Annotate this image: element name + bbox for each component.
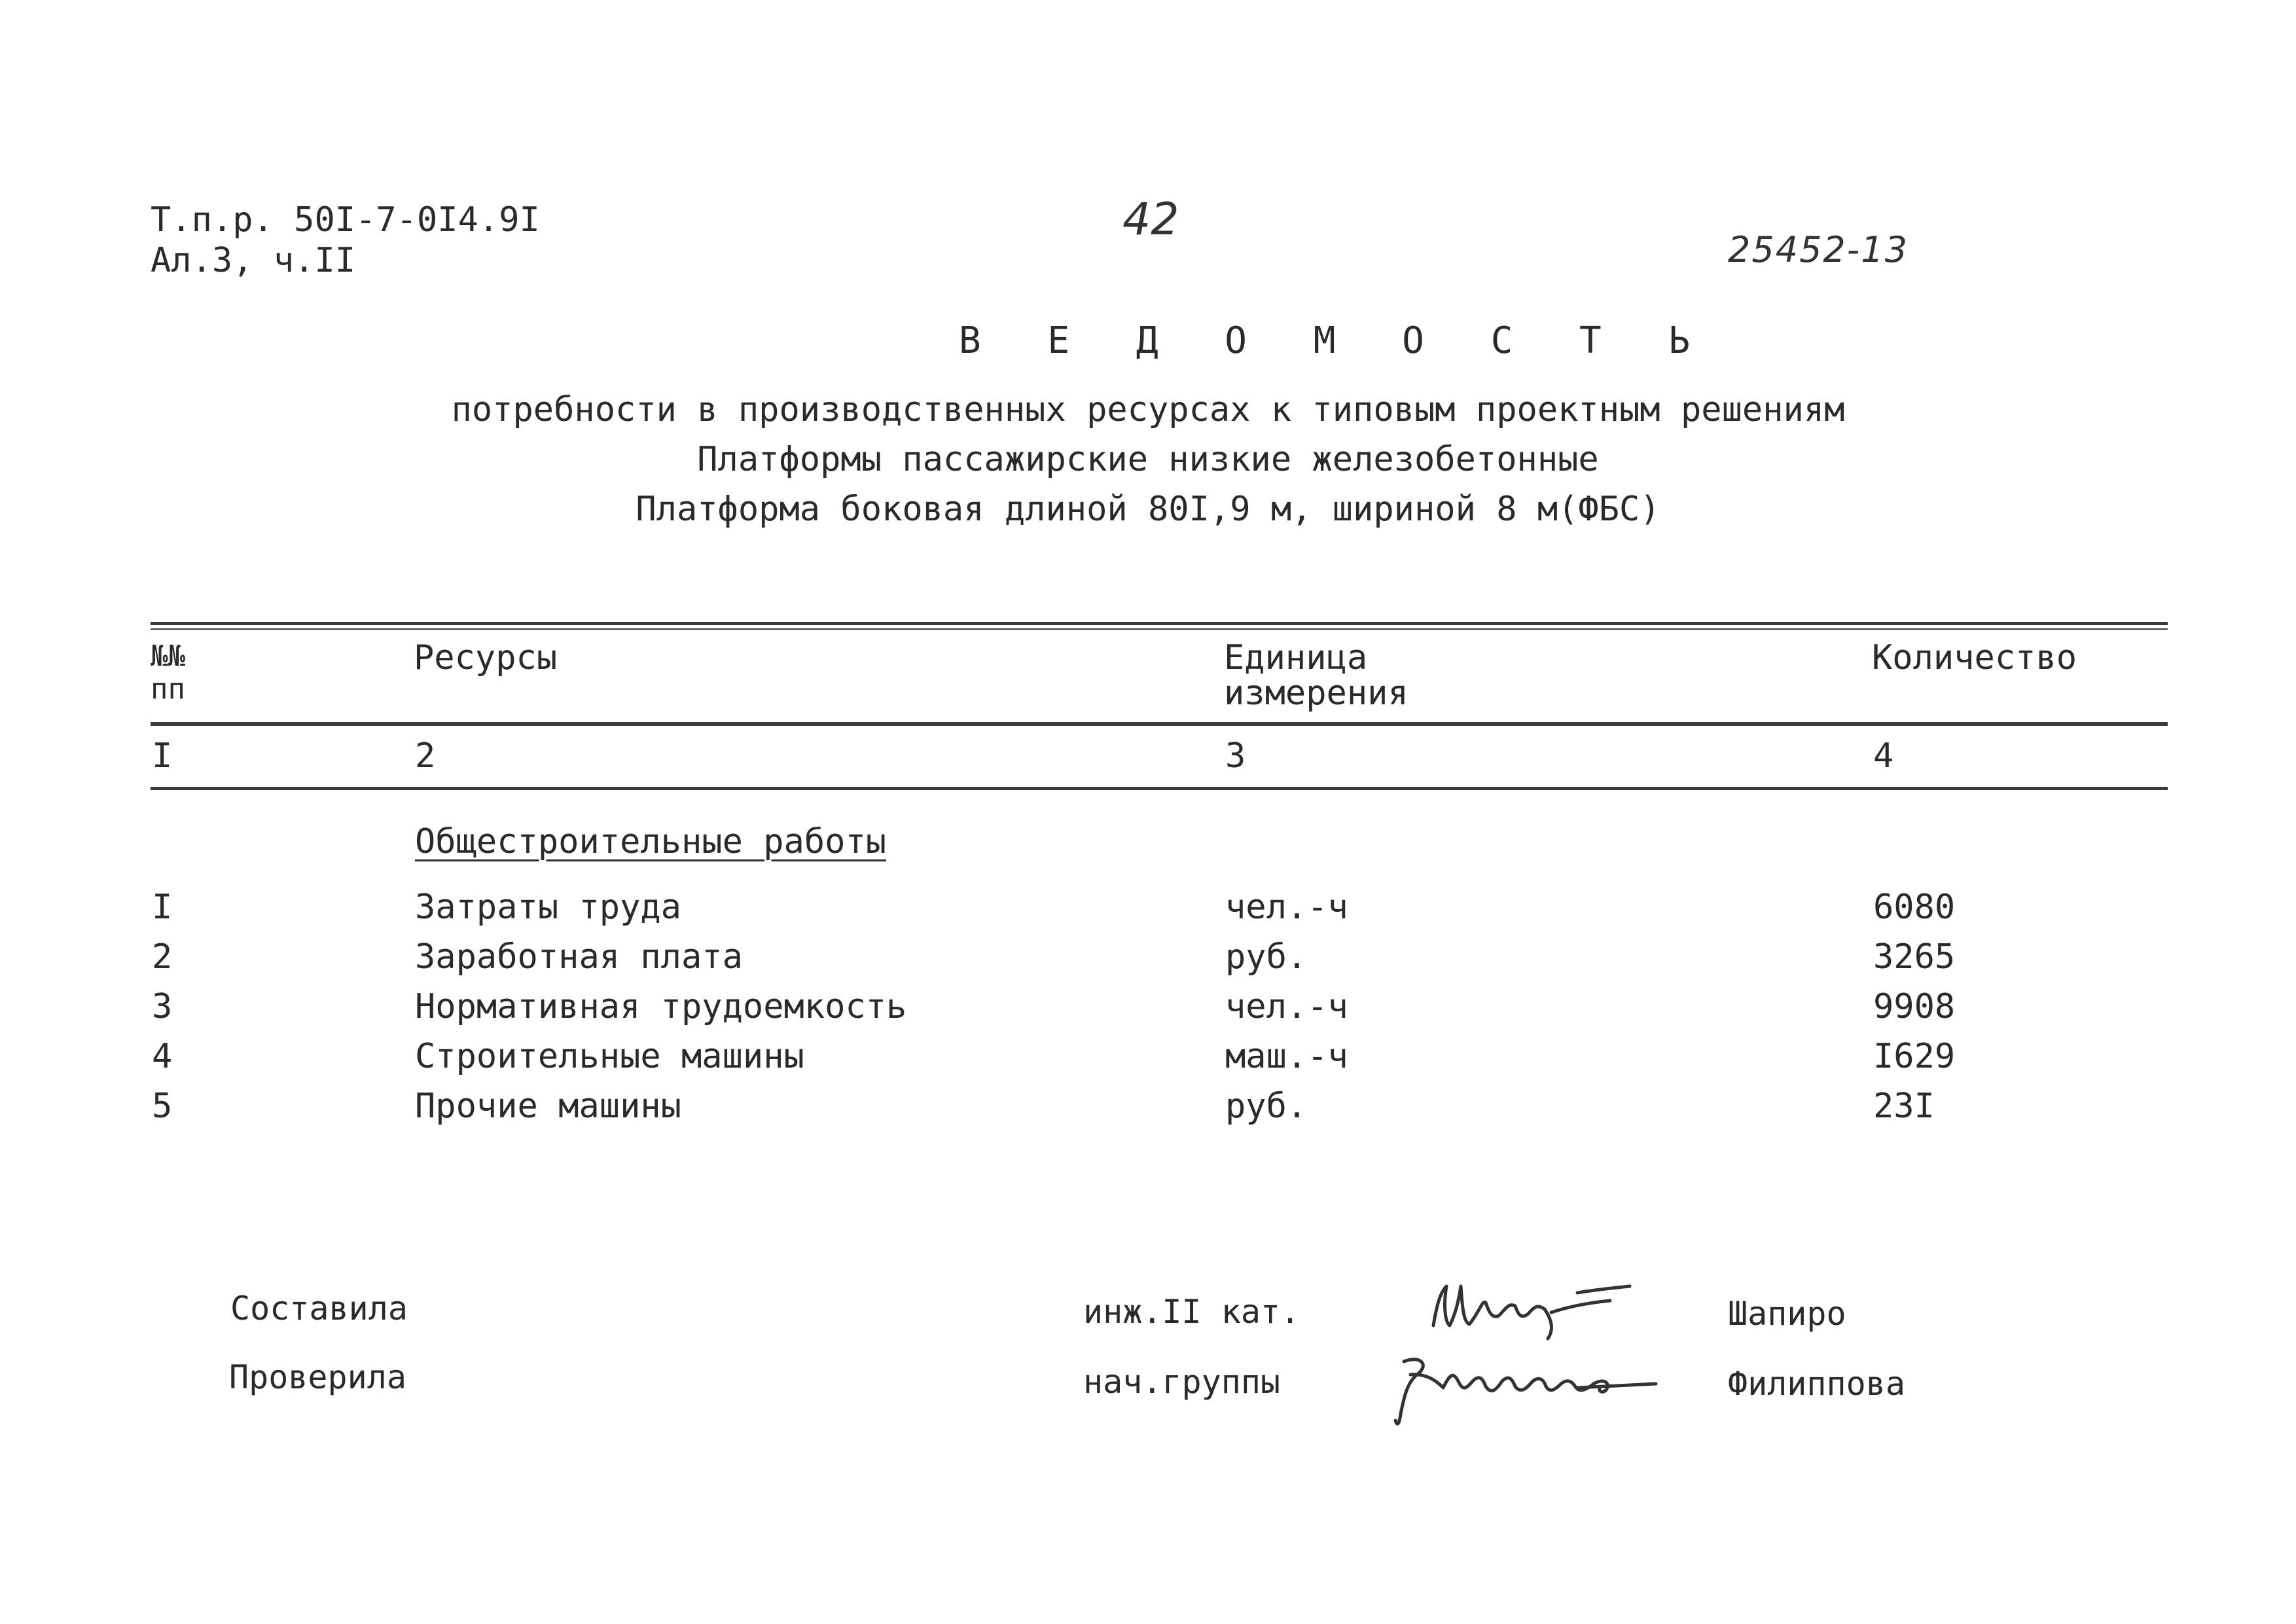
header-number-line1: №№ <box>151 640 185 673</box>
row-quantity: 6080 <box>1873 888 1956 927</box>
numbers-bottom-rule <box>151 787 2168 790</box>
compiled-by-name: Шапиро <box>1728 1295 1846 1333</box>
checked-by-name: Филиппова <box>1728 1365 1905 1403</box>
header-unit-line1: Единица <box>1224 638 1368 677</box>
checked-by-position: нач.группы <box>1083 1363 1281 1401</box>
header-quantity: Количество <box>1872 638 2077 677</box>
row-unit: чел.-ч <box>1225 987 1348 1026</box>
checked-by-label: Проверила <box>229 1358 406 1396</box>
subtitle-line2: Платформы пассажирские низкие железобетонные <box>697 440 1599 479</box>
page-number: 42 <box>1122 194 1179 245</box>
row-quantity: I629 <box>1873 1037 1956 1076</box>
signature-filippova <box>1381 1335 1669 1434</box>
row-resource: Прочие машины <box>415 1087 681 1126</box>
row-resource: Нормативная трудоемкость <box>415 987 907 1026</box>
row-number: 2 <box>152 937 173 977</box>
document-code-line1: Т.п.р. 50I-7-0I4.9I <box>151 200 540 240</box>
row-number: 4 <box>152 1037 173 1076</box>
column-number-4: 4 <box>1873 736 1894 776</box>
document-number: 25452-13 <box>1728 229 1909 270</box>
row-unit: руб. <box>1225 937 1308 977</box>
subtitle-line1: потребности в производственных ресурсах к типовым проектным решениям <box>451 390 1845 429</box>
row-unit: руб. <box>1225 1087 1308 1126</box>
header-unit <box>1224 640 1408 711</box>
header-bottom-rule <box>151 722 2168 726</box>
row-unit: чел.-ч <box>1225 888 1348 927</box>
document-code <box>151 200 540 281</box>
row-resource: Затраты труда <box>415 888 681 927</box>
header-unit-line2: измерения <box>1224 674 1408 713</box>
row-number: I <box>152 888 173 927</box>
subtitle-line3: Платформа боковая длиной 80I,9 м, шириной 8 м(ФБС) <box>636 490 1660 529</box>
row-quantity: 9908 <box>1873 987 1956 1026</box>
compiled-by-position: инж.II кат. <box>1083 1293 1300 1331</box>
row-number: 3 <box>152 987 173 1026</box>
column-number-2: 2 <box>415 736 436 776</box>
section-title: Общестроительные работы <box>415 822 887 861</box>
row-unit: маш.-ч <box>1225 1037 1348 1076</box>
table-top-rule <box>151 622 2168 625</box>
row-quantity: 3265 <box>1873 937 1956 977</box>
compiled-by-label: Составила <box>230 1290 408 1327</box>
row-number: 5 <box>152 1087 173 1126</box>
row-resource: Строительные машины <box>415 1037 804 1076</box>
column-number-1: I <box>152 736 173 776</box>
table-top-rule-thin <box>151 628 2168 630</box>
document-title: В Е Д О М О С Т Ь <box>959 319 1713 362</box>
header-resources: Ресурсы <box>414 638 558 677</box>
header-number <box>151 640 185 706</box>
column-number-3: 3 <box>1225 736 1246 776</box>
row-resource: Заработная плата <box>415 937 743 977</box>
header-number-line2: пп <box>151 672 185 706</box>
row-quantity: 23I <box>1873 1087 1935 1126</box>
document-code-line2: Ал.3, ч.II <box>151 241 356 280</box>
